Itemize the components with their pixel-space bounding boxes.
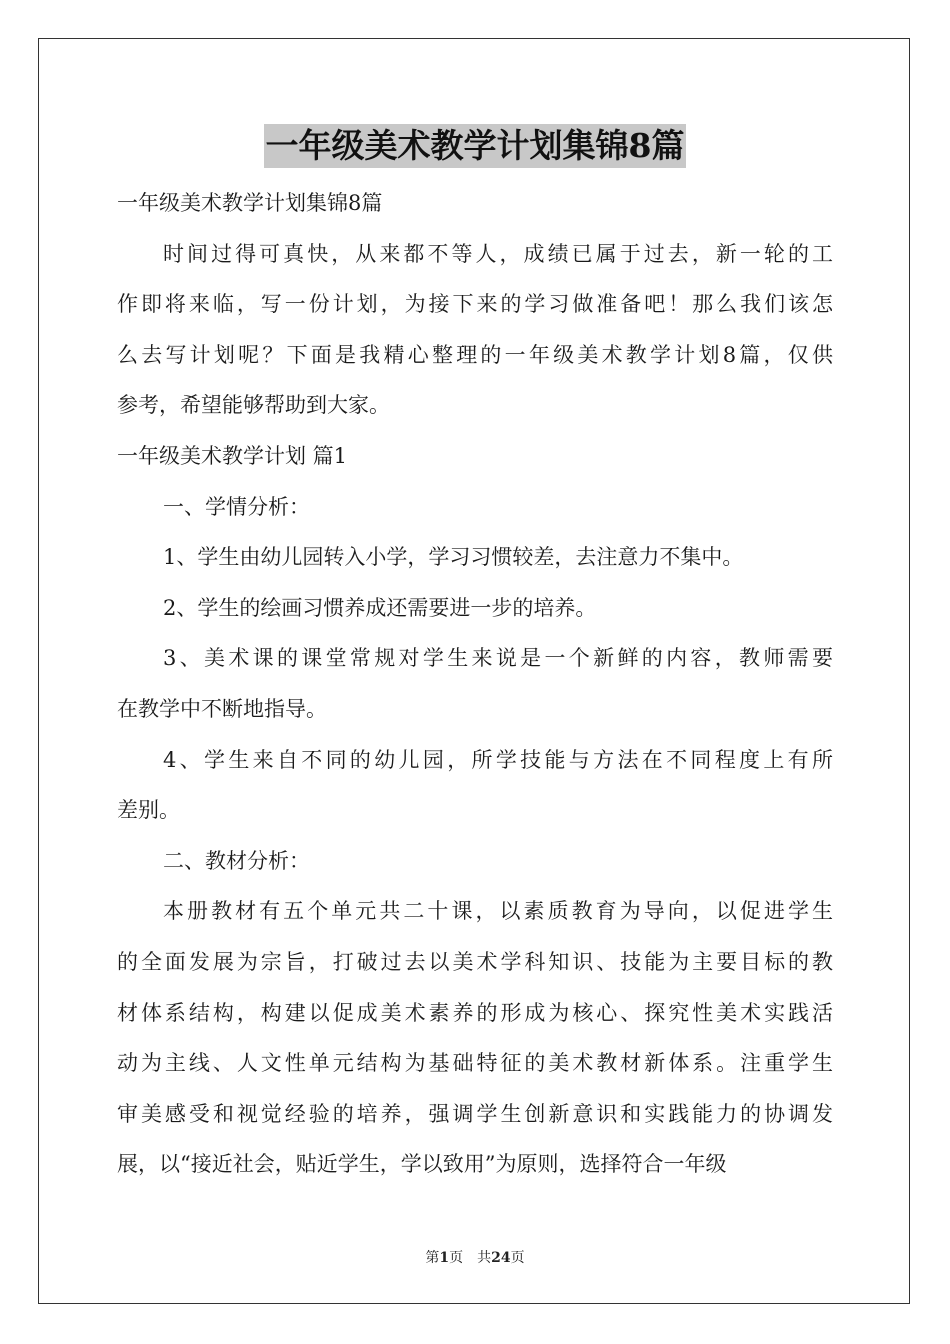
paragraph-line: 展，以“接近社会，贴近学生，学以致用”为原则，选择符合一年级 [117, 1152, 727, 1177]
paragraph-line: 审美感受和视觉经验的培养，强调学生创新意识和实践能力的协调发 [117, 1101, 833, 1126]
total-page-count: 24 [491, 1250, 511, 1266]
page-footer [0, 1247, 950, 1267]
paragraph-line: 动为主线、人文性单元结构为基础特征的美术教材新体系。注重学生 [117, 1051, 833, 1076]
current-page-number: 1 [439, 1250, 450, 1266]
document-body [117, 178, 833, 1190]
paragraph-line: 3、美术课的课堂常规对学生来说是一个新鲜的内容，教师需要 [163, 646, 833, 671]
paragraph-line: 在教学中不断地指导。 [117, 696, 327, 721]
paragraph-line: 材体系结构，构建以促成美术素养的形成为核心、探究性美术实践活 [117, 1000, 833, 1025]
paragraph-line: 一年级美术教学计划 篇1 [117, 443, 348, 468]
paragraph-line: 参考，希望能够帮助到大家。 [117, 393, 390, 418]
title-area [0, 124, 950, 168]
paragraph-line: 二、教材分析： [163, 848, 310, 873]
paragraph-line: 的全面发展为宗旨，打破过去以美术学科知识、技能为主要目标的教 [117, 949, 833, 974]
document-title: 一年级美术教学计划集锦8篇 [264, 124, 687, 168]
paragraph-line: 么去写计划呢？下面是我精心整理的一年级美术教学计划8篇，仅供 [117, 342, 833, 367]
paragraph-line: 作即将来临，写一份计划，为接下来的学习做准备吧！那么我们该怎 [117, 292, 833, 317]
footer-prefix: 第 [425, 1250, 440, 1266]
paragraph-line: 时间过得可真快，从来都不等人，成绩已属于过去，新一轮的工 [163, 241, 833, 266]
paragraph-line: 一、学情分析： [163, 494, 310, 519]
paragraph-line: 4、学生来自不同的幼儿园，所学技能与方法在不同程度上有所 [163, 747, 833, 772]
paragraph-line: 1、学生由幼儿园转入小学，学习习惯较差，去注意力不集中。 [163, 545, 744, 570]
footer-suffix: 页 [510, 1250, 525, 1266]
paragraph-line: 差别。 [117, 798, 180, 823]
document-subtitle: 一年级美术教学计划集锦8篇 [117, 191, 383, 215]
paragraph-line: 本册教材有五个单元共二十课，以素质教育为导向，以促进学生 [163, 899, 833, 924]
footer-mid: 页 共 [449, 1250, 492, 1266]
paragraph-line: 2、学生的绘画习惯养成还需要进一步的培养。 [163, 595, 597, 620]
